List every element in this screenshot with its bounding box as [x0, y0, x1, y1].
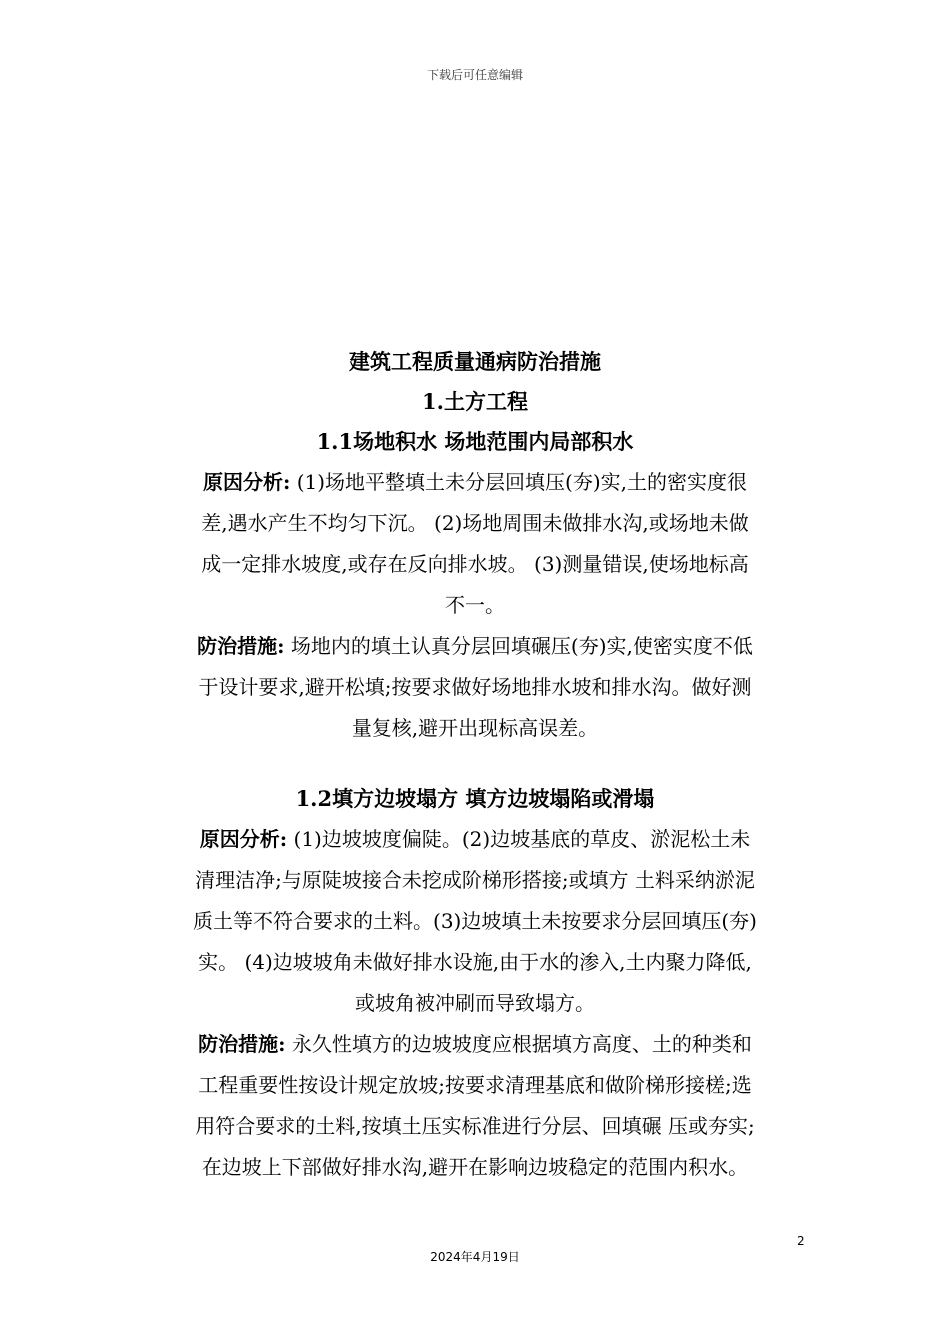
- subsection-title: 1.1场地积水 场地范围内局部积水: [316, 429, 634, 454]
- paragraph-line: 成一定排水坡度,或存在反向排水坡。 (3)测量错误,使场地标高: [201, 552, 749, 576]
- document-title: 建筑工程质量通病防治措施: [349, 349, 601, 374]
- paragraph-line: 用符合要求的土料,按填土压实标准进行分层、回填碾 压或夯实;: [195, 1114, 755, 1138]
- cause-label: 原因分析:: [202, 470, 291, 494]
- paragraph-line: 在边坡上下部做好排水沟,避开在影响边坡稳定的范围内积水。: [201, 1155, 749, 1179]
- prevention-measures-paragraph: [140, 626, 810, 749]
- subsection-title: 1.2填方边坡塌方 填方边坡塌陷或滑塌: [295, 786, 655, 811]
- paragraph-line: [140, 819, 810, 860]
- cause-analysis-paragraph: [140, 819, 810, 1024]
- paragraph-line: [140, 626, 810, 667]
- paragraph-text: 场地内的填土认真分层回填碾压(夯)实,使密实度不低: [284, 634, 753, 658]
- paragraph-line: 不一。: [445, 593, 505, 617]
- page-number: 2: [797, 1234, 805, 1248]
- paragraph-line: 质土等不符合要求的土料。(3)边坡填土未按要求分层回填压(夯): [193, 909, 757, 933]
- paragraph-line: 于设计要求,避开松填;按要求做好场地排水坡和排水沟。做好测: [198, 675, 752, 699]
- paragraph-text: (1)场地平整填土未分层回填压(夯)实,土的密实度很: [290, 470, 748, 494]
- paragraph-line: [140, 462, 810, 503]
- prevention-measures-paragraph: [140, 1024, 810, 1188]
- measure-label: 防治措施:: [197, 634, 285, 658]
- paragraph-line: 工程重要性按设计规定放坡;按要求清理基底和做阶梯形接槎;选: [198, 1073, 752, 1097]
- page-header: 下载后可任意编辑: [426, 68, 523, 82]
- section-title: 1.土方工程: [422, 389, 528, 414]
- cause-label: 原因分析:: [199, 827, 288, 851]
- document-body: [140, 342, 810, 1188]
- paragraph-line: 清理洁净;与原陡坡接合未挖成阶梯形搭接;或填方 土料采纳淤泥: [195, 868, 755, 892]
- paragraph-line: 量复核,避开出现标高误差。: [351, 716, 599, 740]
- measure-label: 防治措施:: [198, 1032, 286, 1056]
- cause-analysis-paragraph: [140, 462, 810, 626]
- paragraph-line: [140, 1024, 810, 1065]
- page-footer-date: 2024年4月19日: [430, 1250, 520, 1264]
- paragraph-line: 或坡角被冲刷而导致塌方。: [355, 991, 595, 1015]
- section-gap: [140, 749, 810, 779]
- paragraph-line: 实。 (4)边坡坡角未做好排水设施,由于水的渗入,土内聚力降低,: [198, 950, 752, 974]
- paragraph-text: 永久性填方的边坡坡度应根据填方高度、土的种类和: [285, 1032, 752, 1056]
- paragraph-text: (1)边坡坡度偏陡。(2)边坡基底的草皮、淤泥松土未: [287, 827, 751, 851]
- paragraph-line: 差,遇水产生不均匀下沉。 (2)场地周围未做排水沟,或场地未做: [201, 511, 749, 535]
